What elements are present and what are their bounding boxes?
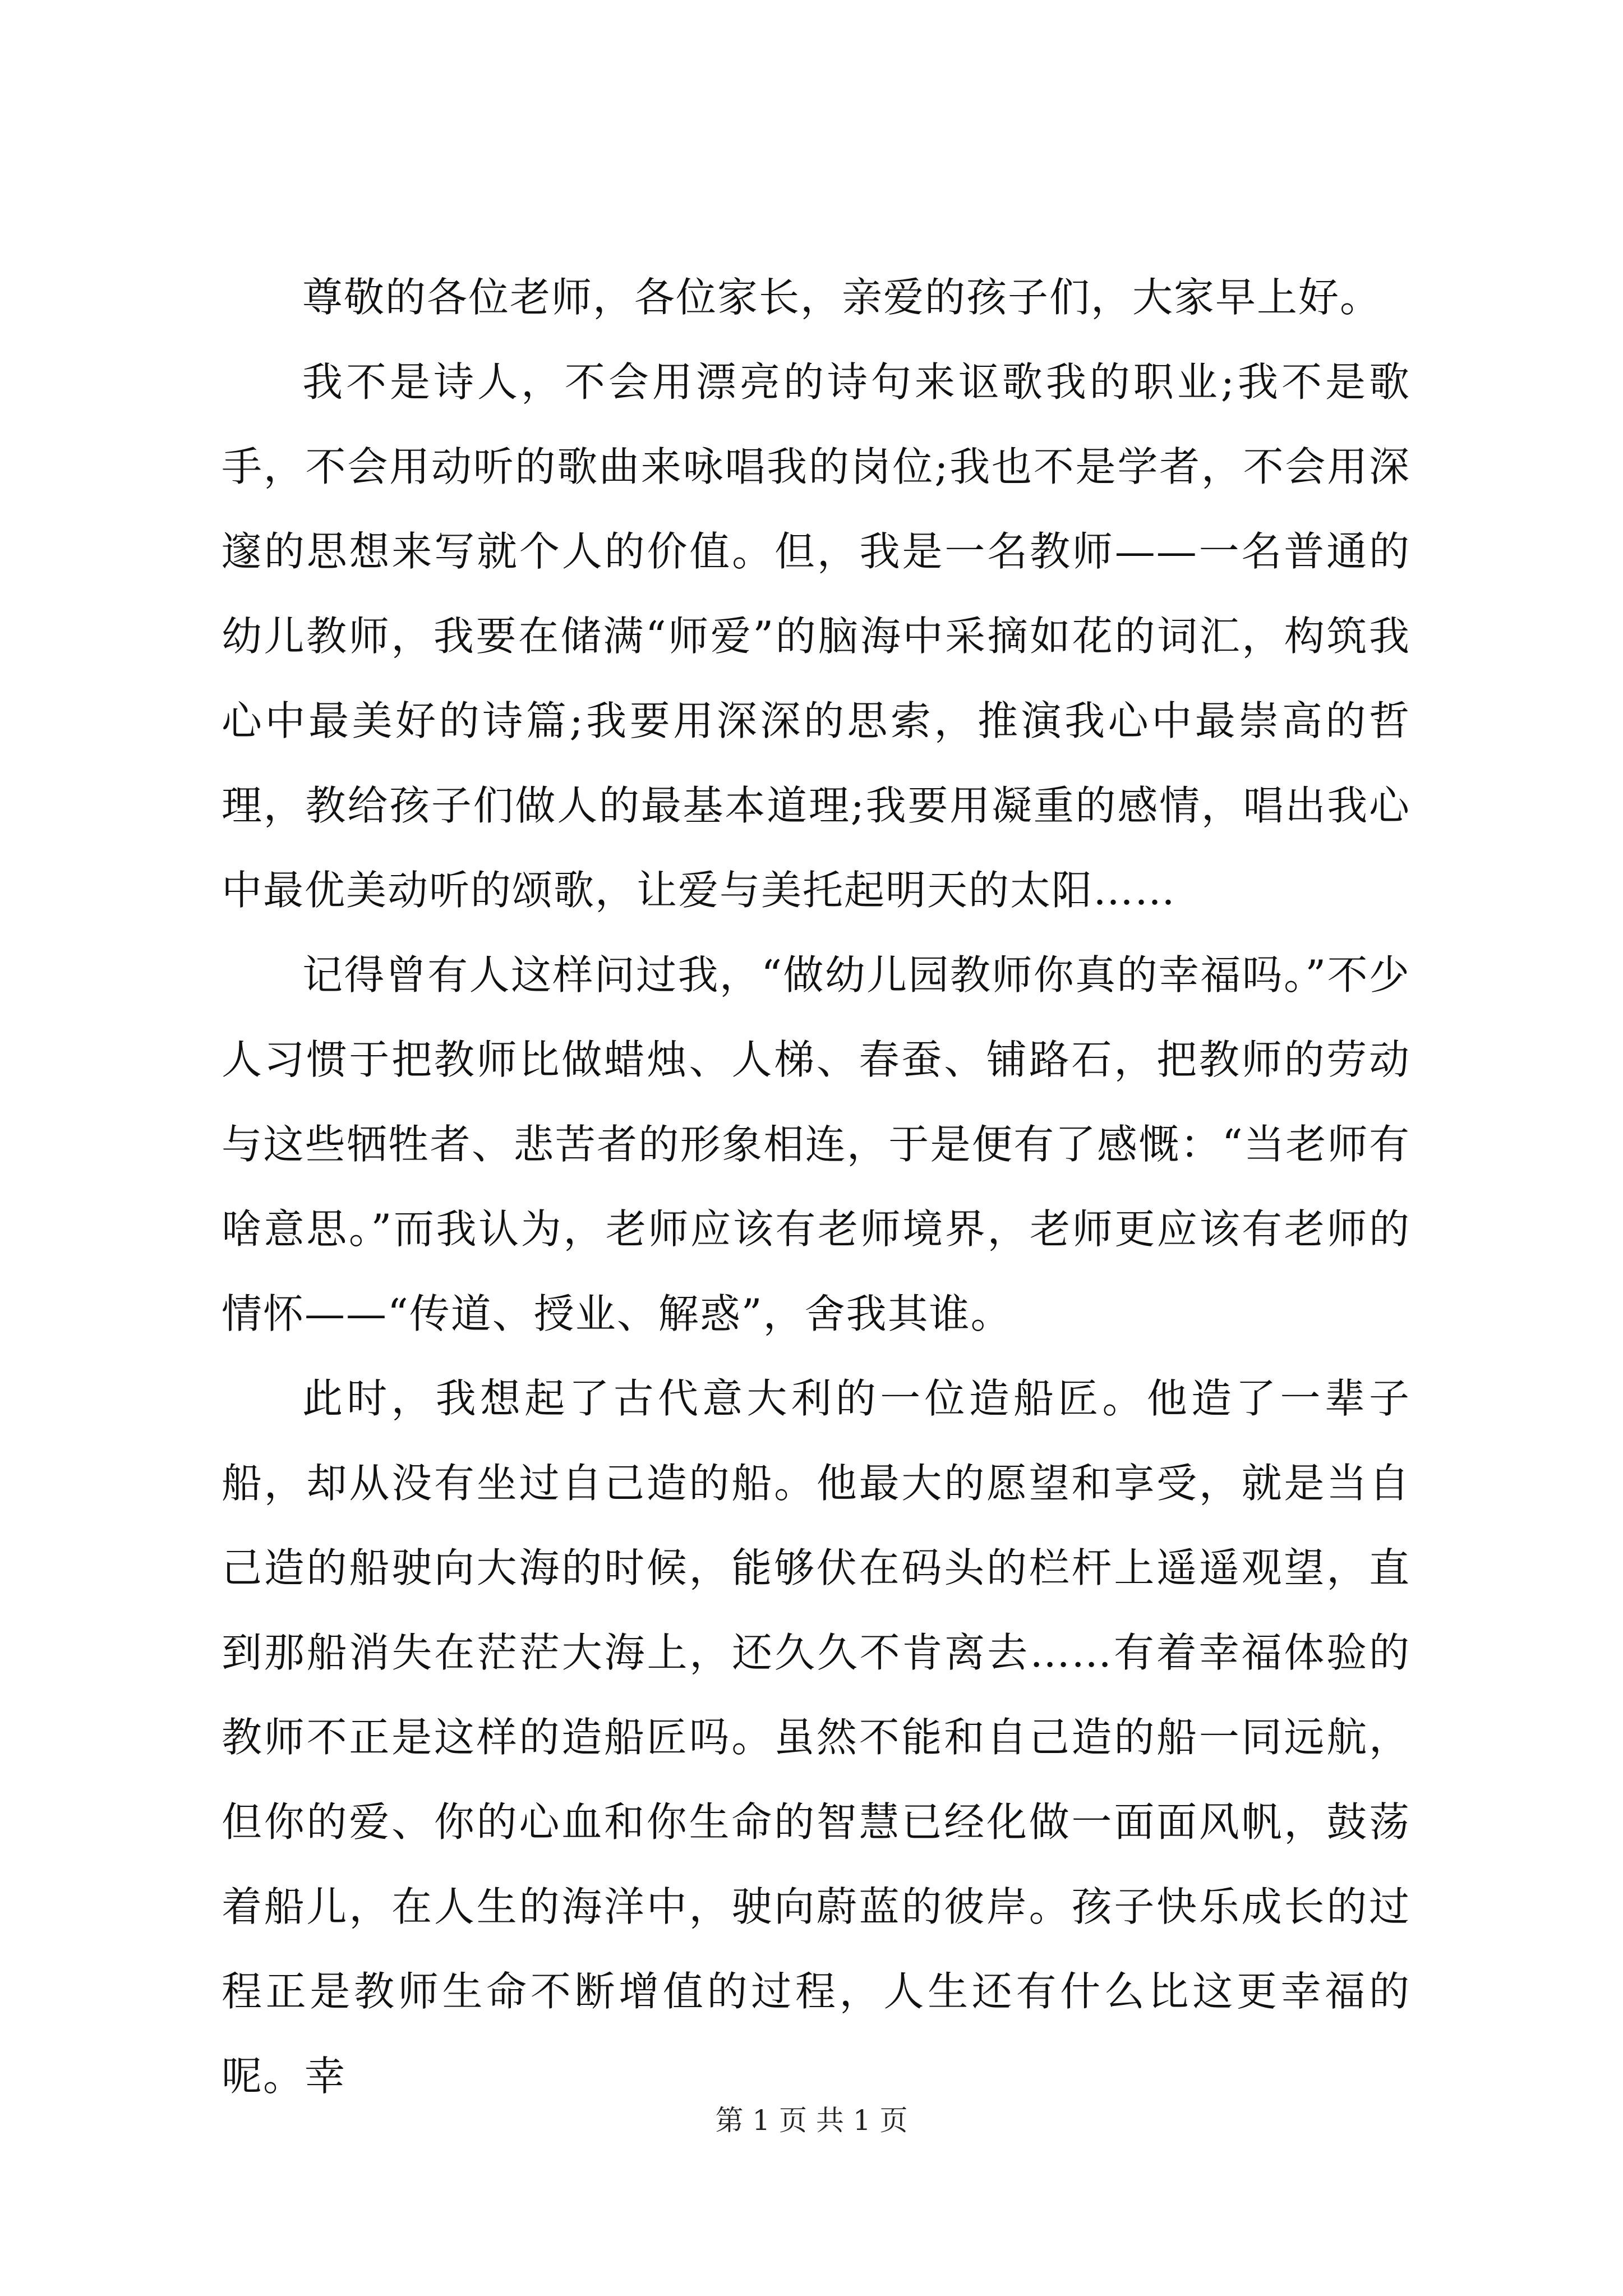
- page-footer: 第 1 页 共 1 页: [715, 2104, 908, 2137]
- paragraph-poet: 我不是诗人，不会用漂亮的诗句来讴歌我的职业;我不是歌手，不会用动听的歌曲来咏唱我的岗位;我也不是学者，不会用深邃的思想来写就个人的价值。但，我是一名教师——一名普通的幼儿教师，我要在储满“师爱”的脑海中采摘如花的词汇，构筑我心中最美好的诗篇;我要用深深的思索，推演我心中最崇高的哲理，教给孩子们做人的最基本道理;我要用凝重的感情，唱出我心中最优美动听的颂歌，让爱与美托起明天的太阳……: [222, 358, 1410, 914]
- paragraph-shipbuilder: 此时，我想起了古代意大利的一位造船匠。他造了一辈子船，却从没有坐过自己造的船。他最大的愿望和享受，就是当自己造的船驶向大海的时候，能够伏在码头的栏杆上遥遥观望，直到那船消失在茫茫大海上，还久久不肯离去……有着幸福体验的教师不正是这样的造船匠吗。虽然不能和自己造的船一同远航，但你的爱、你的心血和你生命的智慧已经化做一面面风帆，鼓荡着船儿，在人生的海洋中，驶向蔚蓝的彼岸。孩子快乐成长的过程正是教师生命不断增值的过程，人生还有什么比这更幸福的呢。幸: [222, 1375, 1410, 2100]
- paragraph-happiness-question: 记得曾有人这样问过我，“做幼儿园教师你真的幸福吗。”不少人习惯于把教师比做蜡烛、人梯、春蚕、铺路石，把教师的劳动与这些牺牲者、悲苦者的形象相连，于是便有了感慨：“当老师有啥意思。”而我认为，老师应该有老师境界，老师更应该有老师的情怀——“传道、授业、解惑”，舍我其谁。: [222, 951, 1410, 1337]
- paragraph-greeting: 尊敬的各位老师，各位家长，亲爱的孩子们，大家早上好。: [302, 274, 1382, 321]
- document-body: [222, 255, 1410, 2119]
